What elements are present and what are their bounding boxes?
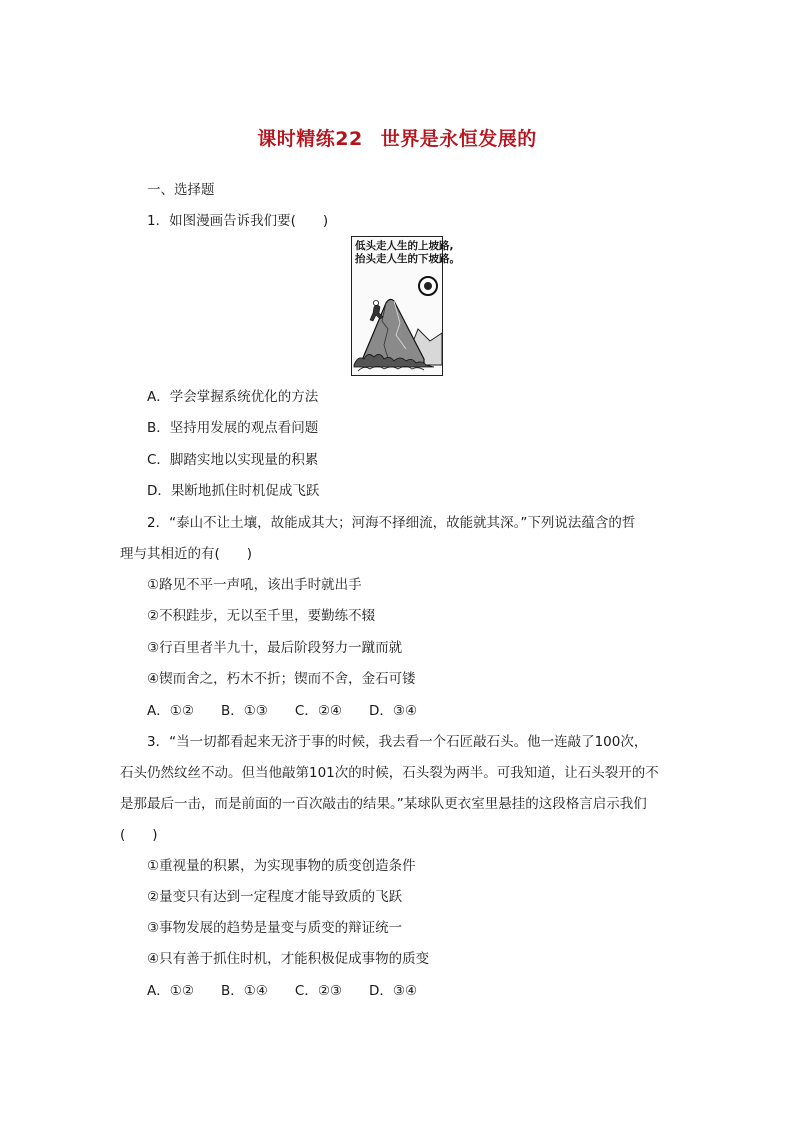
q3-stem-line2: 石头仍然纹丝不动。但当他敲第101次的时候，石头裂为两半。可我知道，让石头裂开的不	[120, 765, 659, 781]
q1-stem: 1．如图漫画告诉我们要( )	[147, 213, 329, 229]
q3-item-4: ④只有善于抓住时机，才能积极促成事物的质变	[147, 951, 430, 967]
title-main: 世界是永恒发展的	[380, 128, 537, 150]
q2-item-3: ③行百里者半九十，最后阶段努力一蹴而就	[147, 640, 403, 656]
q1-option-d: D．果断地抓住时机促成飞跃	[147, 483, 320, 499]
q3-stem-line1: 3．“当一切都看起来无济于事的时候，我去看一个石匠敲石头。他一连敲了100次，	[147, 734, 648, 750]
cartoon-caption-line1: 低头走人生的上坡路,	[355, 240, 454, 252]
cartoon-caption-line2: 抬头走人生的下坡路。	[355, 253, 460, 265]
q3-item-1: ①重视量的积累，为实现事物的质变创造条件	[147, 858, 416, 874]
q1-cartoon	[351, 236, 460, 376]
q2-choices: A．①② B．①③ C．②④ D．③④	[147, 703, 418, 719]
q3-item-2: ②量变只有达到一定程度才能导致质的飞跃	[147, 889, 403, 905]
q2-item-4: ④锲而舍之，朽木不折；锲而不舍，金石可镂	[147, 671, 416, 687]
section-heading: 一、选择题	[147, 182, 215, 198]
q1-option-b: B．坚持用发展的观点看问题	[147, 420, 319, 436]
q3-choices: A．①② B．①④ C．②③ D．③④	[147, 983, 418, 999]
page-title	[0, 124, 794, 151]
q3-stem-line4: ( )	[120, 827, 158, 843]
q2-item-1: ①路见不平一声吼，该出手时就出手	[147, 577, 362, 593]
title-prefix: 课时精练22	[257, 128, 363, 150]
q2-stem-line1: 2．“泰山不让土壤，故能成其大；河海不择细流，故能就其深。”下列说法蕴含的哲	[147, 515, 636, 531]
q3-item-3: ③事物发展的趋势是量变与质变的辩证统一	[147, 920, 403, 936]
cartoon-drawing	[352, 237, 442, 375]
q3-stem-line3: 是那最后一击，而是前面的一百次敲击的结果。”某球队更衣室里悬挂的这段格言启示我们	[120, 796, 647, 812]
q2-stem-line2: 理与其相近的有( )	[120, 546, 253, 562]
q1-option-c: C．脚踏实地以实现量的积累	[147, 452, 319, 468]
q1-option-a: A．学会掌握系统优化的方法	[147, 389, 319, 405]
q2-item-2: ②不积跬步，无以至千里，要勤练不辍	[147, 608, 376, 624]
